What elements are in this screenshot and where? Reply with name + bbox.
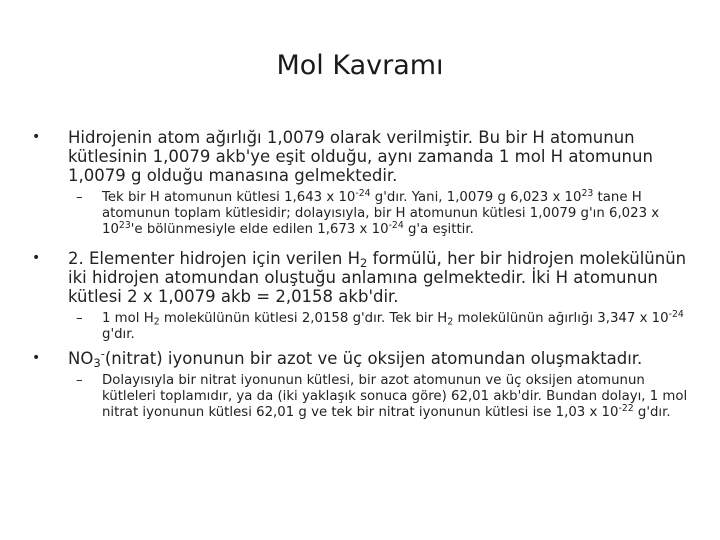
bullet-text: $NO_3^-(nitrat)$ iyonunun bir azot ve üç oksijen atomundan oluşmaktadır. <box>68 346 643 370</box>
sub-bullet-text: 1 mol $H_2$ molekülünün kütlesi 2,0158 g'dır. Tek bir $H_2$ molekülünün ağırlığı 3,347 x $10^{-24}$ g'dır. <box>102 308 684 342</box>
sub-bullet-marker: – <box>76 311 83 326</box>
sub-bullet-marker: – <box>76 373 83 388</box>
bullet-marker: • <box>32 250 41 266</box>
bullet-marker: • <box>32 350 41 366</box>
slide-title: Mol Kavramı <box>276 50 444 81</box>
bullet-text: 2. Elementer hidrojen için verilen $H_2$ formülü, her bir hidrojen molekülünün iki hidrojen atomundan oluştuğu anlamına gelmektedir. İki H atomunun kütlesi 2 x 1,0079 akb = 2,0158 akb'dir. <box>68 249 687 306</box>
sub-bullet-marker: – <box>76 190 83 205</box>
bullet-marker: • <box>32 129 41 145</box>
sub-bullet-text: Tek bir H atomunun kütlesi 1,643 x $10^{-24}$ g'dır. Yani, 1,0079 g 6,023 x $10^{23}$ tane H atomunun toplam kütlesidir; dolayısıyla, bir H atomunun kütlesi 1,0079 g'ın 6,023 x $10^{23}'e$ bölünmesiyle elde edilen 1,673 x $10^{-24}$ g'a eşittir. <box>102 187 660 237</box>
bullet-text: Hidrojenin atom ağırlığı 1,0079 olarak verilmiştir. Bu bir H atomunun kütlesinin 1,0079 akb'ye eşit olduğu, aynı zamanda 1 mol H atomunun 1,0079 g olduğu manasına gelmektedir. <box>68 128 653 185</box>
sub-bullet-text: Dolayısıyla bir nitrat iyonunun kütlesi, bir azot atomunun ve üç oksijen atomunun kütleleri toplamıdır, ya da (iki yaklaşık sonuca göre) 62,01 akb'dir. Bundan dolayı, 1 mol nitrat iyonunun kütlesi 62,01 g ve tek bir nitrat iyonunun kütlesi ise 1,03 x $10^{-22}$ g'dır. <box>102 373 688 420</box>
